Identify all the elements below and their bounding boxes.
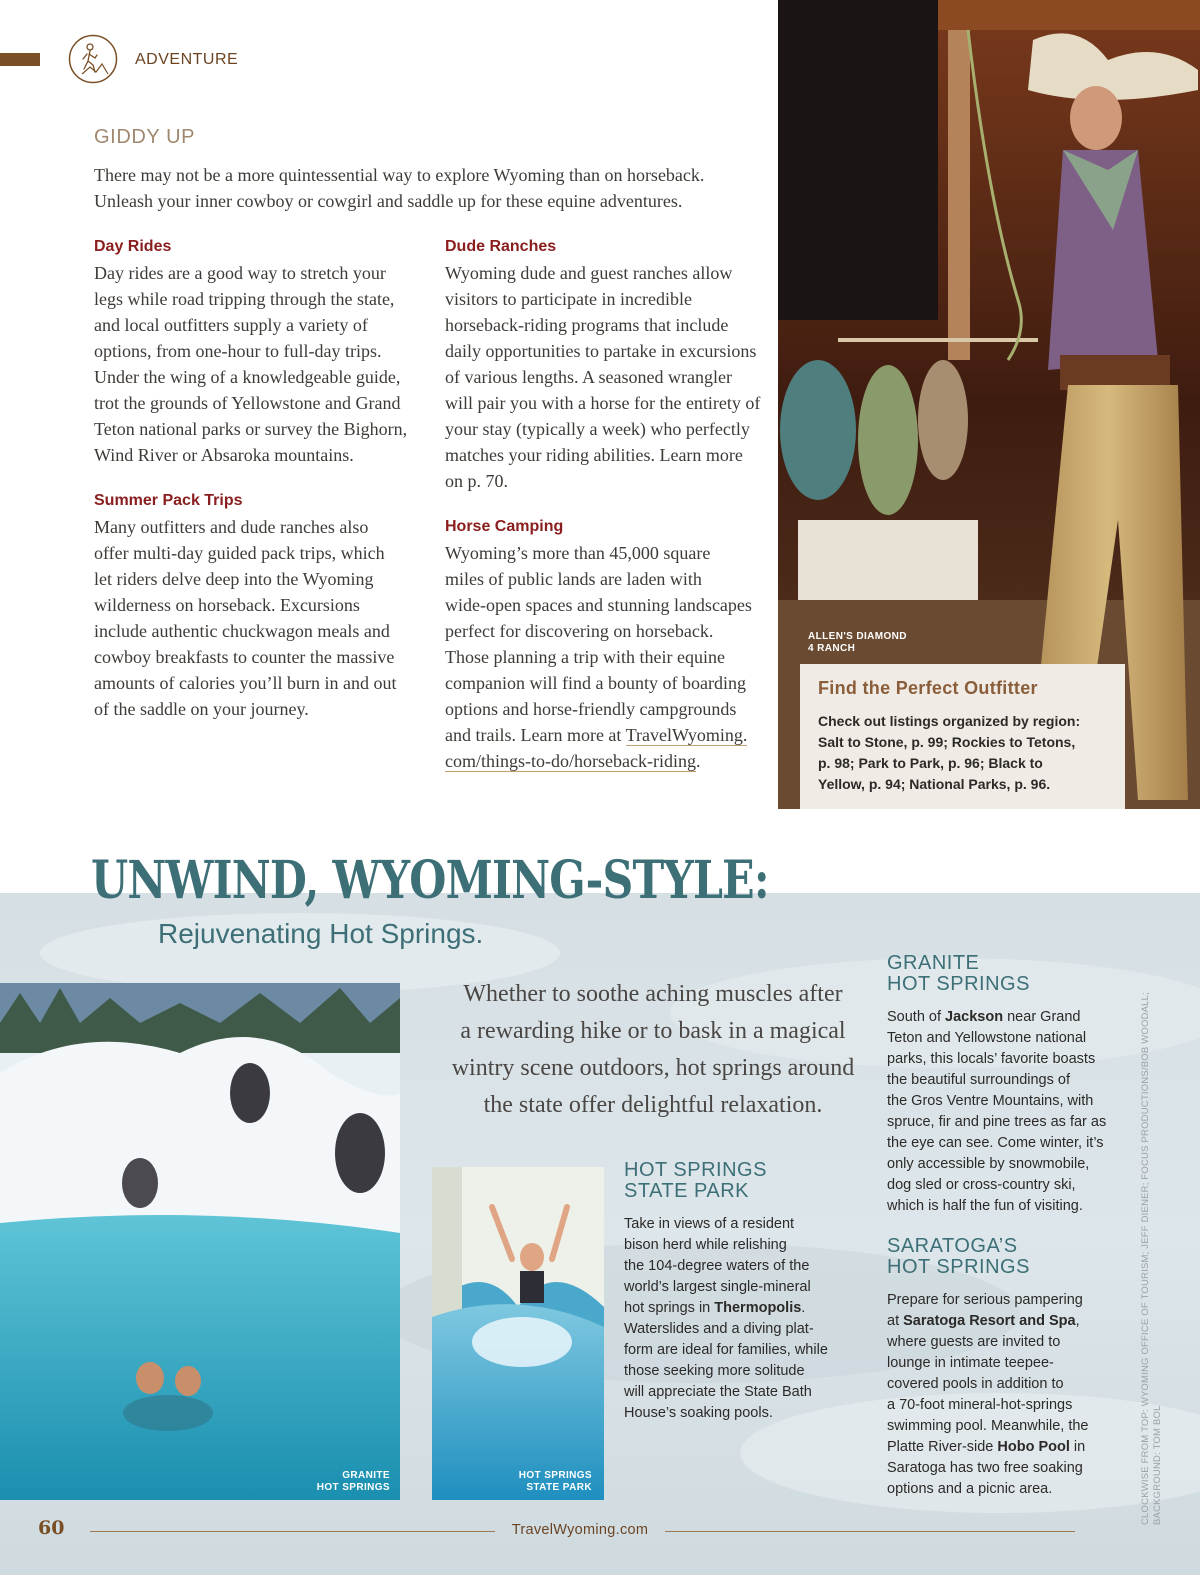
state-park-waterslide-photo <box>432 1167 604 1500</box>
outfitter-callout <box>800 664 1125 809</box>
feature-subtitle: Rejuvenating Hot Springs. <box>158 918 484 949</box>
feature-title: UNWIND, WYOMING-STYLE: <box>91 850 769 911</box>
saratoga-title: SARATOGA’S HOT SPRINGS <box>887 1235 1030 1278</box>
callout-body: Check out listings organized by region: Salt to Stone, p. 99; Rockies to Tetons, p. 98; Park to Park, p. 96; Black to Yellow, p. 94; National Parks, p. 96. <box>818 713 1081 792</box>
granite-title: GRANITE HOT SPRINGS <box>887 952 1030 995</box>
saratoga-body: Prepare for serious pampering at Saratoga Resort and Spa, where guests are invited to lounge in intimate teepee- covered pools in addition to a 70-foot mineral-hot-springs swimming pool. Meanwhile, the Platte River-side Hobo Pool in Saratoga has two free soaking options and a picnic area. <box>887 1292 1089 1497</box>
summer-pack-body: Many outfitters and dude ranches also offer multi-day guided pack trips, which let riders delve deep into the Wyoming wilderness on horseback. Excursions include authentic chuckwagon meals and cowboy breakfasts to counter the massive amounts of calories you’ll burn in and out of the saddle on your journey. <box>94 517 397 719</box>
slide-photo-caption: HOT SPRINGS STATE PARK <box>518 1470 592 1493</box>
state-park-body: Take in views of a resident bison herd while relishing the 104-degree waters of the world’s largest single-mineral hot springs in Thermopolis. Waterslides and a diving plat- form are ideal for families, while those seeking more solitude will appreciate the State Bath House’s soaking pools. <box>624 1216 828 1421</box>
dude-ranches-heading: Dude Ranches <box>445 238 557 255</box>
state-park-article <box>624 1160 864 1424</box>
horseback-riding-link[interactable]: TravelWyoming. <box>625 725 748 745</box>
callout-title: Find the Perfect Outfitter <box>818 678 1038 698</box>
saratoga-article <box>887 1236 1137 1500</box>
horse-camping-body: Wyoming’s more than 45,000 square miles of public lands are laden with wide-open spaces and stunning landscapes perfect for discovering on horseback. Those planning a trip with their equine companion will find a bounty of boarding options and horse-friendly campgrounds and trails. Learn more at TravelWyoming. com/things-to-do/horseback-riding. <box>445 543 752 771</box>
section-title: GIDDY UP <box>94 126 196 148</box>
page-number: 60 <box>38 1517 65 1539</box>
granite-body: South of Jackson near Grand Teton and Yellowstone national parks, this locals’ favorite boasts the beautiful surroundings of the Gros Ventre Mountains, with spruce, fir and pine trees as far as the eye can see. Come winter, it’s only accessible by snowmobile, dog sled or cross-country ski, which is half the fun of visiting. <box>887 1009 1107 1214</box>
pull-quote: Whether to soothe aching muscles after a rewarding hike or to bask in a magical wintry scene outdoors, hot springs around the state offer delightful relaxation. <box>451 981 855 1118</box>
state-park-title: HOT SPRINGS STATE PARK <box>624 1159 767 1202</box>
photo-credit: CLOCKWISE FROM TOP: WYOMING OFFICE OF TOURISM; JEFF DIENER; FOCUS PRODUCTIONS/BOB WOODALL; BACKGROUND: TOM BOL <box>1140 992 1163 1525</box>
day-rides-body: Day rides are a good way to stretch your legs while road tripping through the state, and local outfitters supply a variety of options, from one-hour to full-day trips. Under the wing of a knowledgeable guide, trot the grounds of Yellowstone and Grand Teton national parks or survey the Bighorn, Wind River or Absaroka mountains. <box>94 263 408 465</box>
photo-caption: ALLEN'S DIAMOND 4 RANCH <box>808 631 907 654</box>
pool-photo-caption: GRANITE HOT SPRINGS <box>316 1470 390 1493</box>
hiker-icon <box>68 34 118 84</box>
footer-rule <box>90 1531 495 1532</box>
day-rides-heading: Day Rides <box>94 238 172 255</box>
dude-ranches-body: Wyoming dude and guest ranches allow visitors to participate in incredible horseback-riding programs that include daily opportunities to partake in excursions of various lengths. A seasoned wrangler will pair you with a horse for the entirety of your stay (typically a week) who perfectly matches your riding abilities. Learn more on p. 70. <box>445 263 761 491</box>
brand-bar <box>0 53 40 66</box>
section-label: ADVENTURE <box>135 51 239 68</box>
horseback-riding-link-cont[interactable]: com/things-to-do/horseback-riding <box>445 751 696 771</box>
granite-hot-springs-photo <box>0 983 400 1500</box>
summer-pack-heading: Summer Pack Trips <box>94 492 243 509</box>
intro-text: There may not be a more quintessential way to explore Wyoming than on horseback. Unleash your inner cowboy or cowgirl and saddle up for these equine adventures. <box>94 165 705 211</box>
footer-url[interactable]: TravelWyoming.com <box>511 1522 649 1538</box>
granite-article <box>887 953 1137 1217</box>
footer-rule <box>665 1531 1075 1532</box>
horse-camping-heading: Horse Camping <box>445 518 564 535</box>
